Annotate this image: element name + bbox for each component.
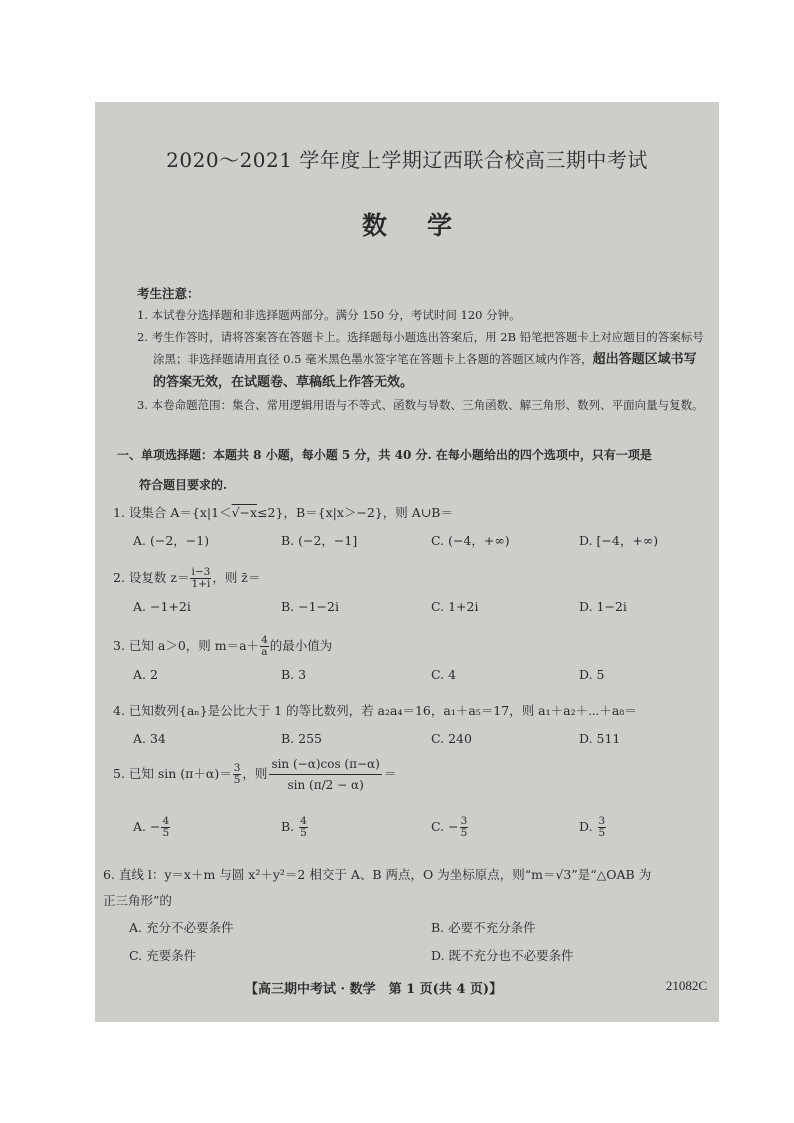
page-footer: 【高三期中考试 · 数学 第 1 页(共 4 页)】 <box>245 982 503 997</box>
question-5 <box>113 754 709 846</box>
question-6-option-d[interactable]: D. 既不充分也不必要条件 <box>431 948 574 963</box>
question-5-expression-numerator: sin (−α)cos (π−α) <box>269 756 381 775</box>
notice-block <box>137 284 707 416</box>
question-4-stem: 4. 已知数列{aₙ}是公比大于 1 的等比数列，若 a₂a₄＝16，a₁＋a₅＝17，则 a₁＋a₂＋⋯＋a₈＝ <box>113 703 637 718</box>
question-5-options <box>113 816 709 846</box>
question-3 <box>113 635 709 688</box>
question-6-options <box>103 918 709 976</box>
question-5-mid: ，则 <box>242 766 268 781</box>
question-3-options <box>113 664 709 688</box>
question-2-option-a[interactable]: A. −1+2i <box>133 599 191 614</box>
question-5-given-fraction <box>233 763 242 786</box>
question-5-option-b[interactable] <box>281 816 309 839</box>
question-4 <box>113 700 709 752</box>
question-2-option-c[interactable]: C. 1+2i <box>431 599 479 614</box>
exam-subject: 数学 <box>361 211 492 240</box>
question-5-option-c-fraction <box>460 816 469 839</box>
question-5-option-c-letter: C. <box>431 819 445 834</box>
question-1-option-b[interactable]: B. (−2，−1] <box>281 533 358 548</box>
question-5-expression-denominator: sin (π/2 − α) <box>287 778 364 792</box>
question-1-post: ≤2}，B＝{x|x＞−2}，则 A∪B＝ <box>257 505 453 520</box>
question-5-option-b-letter: B. <box>281 819 295 834</box>
paper-code: 21082C <box>665 978 707 993</box>
notice-item-2-bold: 超出答题区域书写的答案无效，在试题卷、草稿纸上作答无效。 <box>153 352 697 390</box>
question-1-option-c[interactable]: C. (−4，+∞) <box>431 533 510 548</box>
notice-item-3: 3. 本卷命题范围：集合、常用逻辑用语与不等式、函数与导数、三角函数、解三角形、数列、平面向量与复数。 <box>137 398 704 412</box>
question-3-denominator: a <box>261 646 268 658</box>
question-1-option-d[interactable]: D. [−4，+∞) <box>579 533 659 548</box>
section-heading-line2: 符合题目要求的. <box>139 478 228 492</box>
notice-item-2-text: 2. 考生作答时，请将答案答在答题卡上。选择题每小题选出答案后，用 2B 铅笔把答题卡上对应题目的答案标号涂黑；非选择题请用直径 0.5 毫米黑色墨水签字笔在答题卡上各题的答题区域内作答， <box>137 330 704 366</box>
question-1-option-a[interactable]: A. (−2，−1) <box>133 533 210 548</box>
question-5-option-b-numerator: 4 <box>300 815 307 827</box>
question-5-option-c-denominator: 5 <box>460 827 468 839</box>
question-4-option-d[interactable]: D. 511 <box>579 731 621 746</box>
notice-item-2 <box>137 326 707 394</box>
notice-item-1: 1. 本试卷分选择题和非选择题两部分。满分 150 分，考试时间 120 分钟。 <box>137 308 521 322</box>
question-2-numerator: i−3 <box>191 566 211 578</box>
question-3-post: 的最小值为 <box>269 638 333 653</box>
question-2-stem <box>113 567 709 590</box>
question-4-options <box>113 728 709 752</box>
question-1-stem <box>113 502 709 524</box>
question-5-option-b-fraction <box>299 816 308 839</box>
question-3-stem <box>113 635 709 658</box>
question-6-option-b[interactable]: B. 必要不充分条件 <box>431 920 536 935</box>
question-5-option-a-sign: − <box>150 819 161 834</box>
question-2 <box>113 567 709 620</box>
question-5-option-d-letter: D. <box>579 819 593 834</box>
question-5-option-d-fraction <box>598 816 607 839</box>
question-4-option-b[interactable]: B. 255 <box>281 731 322 746</box>
question-2-pre: 2. 设复数 z＝ <box>113 570 190 585</box>
question-1 <box>113 502 709 554</box>
question-5-option-a-letter: A. <box>133 819 147 834</box>
question-1-sqrt: √−x <box>231 505 258 520</box>
question-1-options <box>113 530 709 554</box>
question-5-option-b-denominator: 5 <box>300 827 307 839</box>
question-6-option-a[interactable]: A. 充分不必要条件 <box>129 920 234 935</box>
question-2-denominator: 1+i <box>191 578 211 590</box>
question-6-option-c[interactable]: C. 充要条件 <box>129 948 197 963</box>
question-2-option-b[interactable]: B. −1−2i <box>281 599 339 614</box>
question-5-option-a-fraction <box>161 816 170 839</box>
exam-title: 2020～2021 学年度上学期辽西联合校高三期中考试 <box>166 148 648 172</box>
question-1-pre: 1. 设集合 A＝{x|1＜ <box>113 505 232 520</box>
question-3-option-d[interactable]: D. 5 <box>579 667 605 682</box>
question-5-option-c-sign: − <box>448 819 459 834</box>
question-5-option-d-numerator: 3 <box>598 815 606 827</box>
question-4-option-a[interactable]: A. 34 <box>133 731 166 746</box>
question-5-option-c-numerator: 3 <box>460 815 468 827</box>
question-5-stem <box>113 754 709 794</box>
question-2-options <box>113 596 709 620</box>
question-3-option-c[interactable]: C. 4 <box>431 667 457 682</box>
question-2-fraction <box>190 567 211 590</box>
question-5-option-a-denominator: 5 <box>162 827 170 839</box>
question-5-pre: 5. 已知 sin (π＋α)＝ <box>113 766 232 781</box>
question-6 <box>103 862 709 976</box>
question-5-option-d-denominator: 5 <box>598 827 606 839</box>
question-2-option-d[interactable]: D. 1−2i <box>579 599 627 614</box>
question-5-expression <box>269 756 381 793</box>
question-3-option-b[interactable]: B. 3 <box>281 667 307 682</box>
section-heading-line1: 一、单项选择题：本题共 8 小题，每小题 5 分，共 40 分. 在每小题给出的四个选项中，只有一项是 <box>117 448 652 462</box>
question-2-post: ，则 z̄＝ <box>212 570 261 585</box>
question-6-stem-line1: 6. 直线 l：y＝x＋m 与圆 x²＋y²＝2 相交于 A、B 两点，O 为坐标原点，则“m＝√3”是“△OAB 为 <box>103 867 652 882</box>
question-3-fraction <box>260 635 269 658</box>
question-3-option-a[interactable]: A. 2 <box>133 667 158 682</box>
exam-paper <box>95 102 719 1022</box>
question-5-option-d[interactable] <box>579 816 607 839</box>
section-heading <box>117 440 707 500</box>
question-5-option-a[interactable] <box>133 816 171 839</box>
question-3-numerator: 4 <box>261 634 268 646</box>
notice-title: 考生注意： <box>137 286 200 301</box>
question-5-post: ＝ <box>383 766 397 781</box>
question-5-given-denominator: 5 <box>233 774 241 786</box>
question-3-pre: 3. 已知 a＞0，则 m＝a＋ <box>113 638 260 653</box>
question-6-stem-line2: 正三角形”的 <box>103 893 172 908</box>
question-5-option-a-numerator: 4 <box>162 815 170 827</box>
question-5-option-c[interactable] <box>431 816 469 839</box>
question-5-given-numerator: 3 <box>233 762 241 774</box>
question-4-option-c[interactable]: C. 240 <box>431 731 472 746</box>
